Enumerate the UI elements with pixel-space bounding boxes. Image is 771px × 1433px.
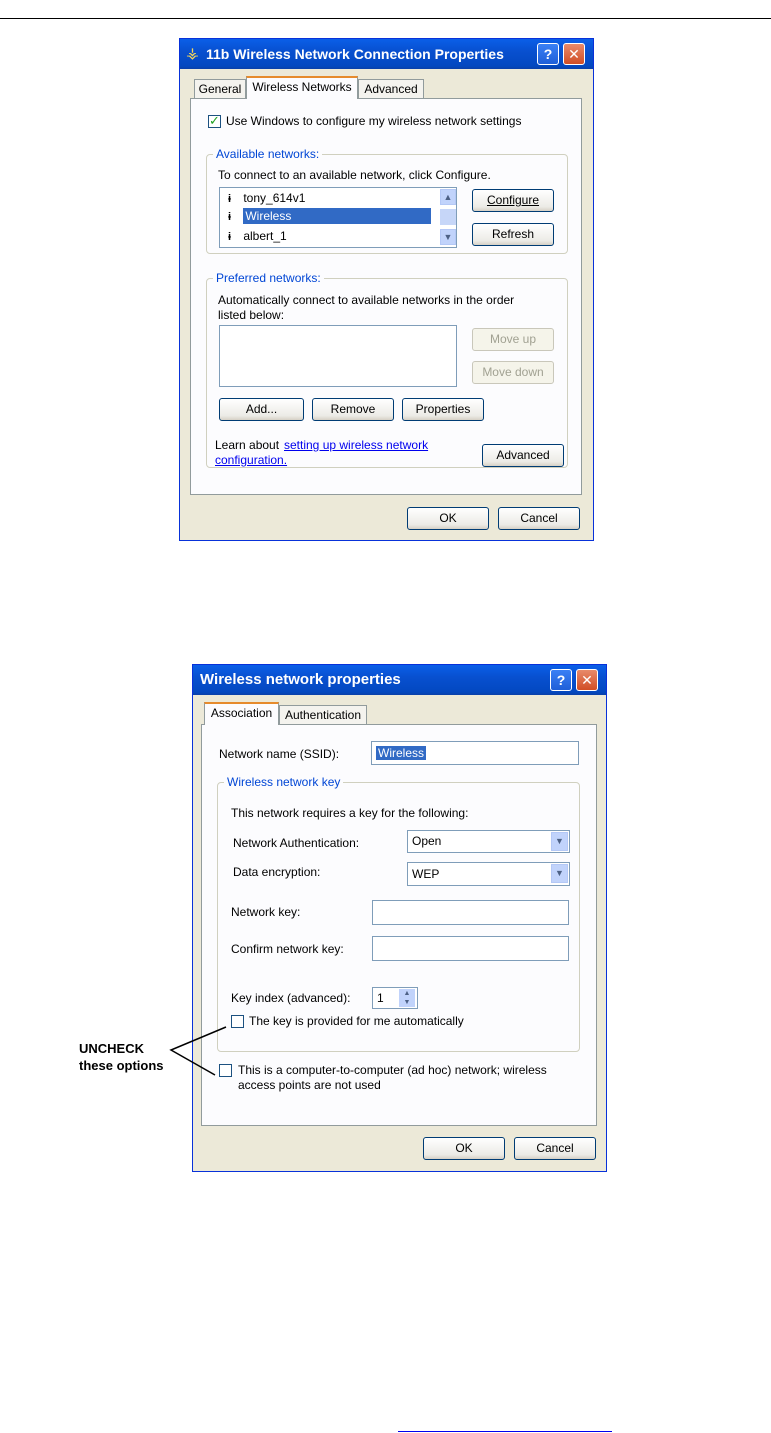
- remove-button[interactable]: Remove: [312, 398, 394, 421]
- ok-button[interactable]: OK: [407, 507, 489, 530]
- annotation-line2: these options: [79, 1058, 164, 1073]
- use-windows-label[interactable]: Use Windows to configure my wireless network settings: [226, 114, 522, 128]
- refresh-button[interactable]: Refresh: [472, 223, 554, 246]
- adhoc-label-line2[interactable]: access points are not used: [238, 1078, 381, 1092]
- key-index-label: Key index (advanced):: [231, 991, 351, 1005]
- chevron-down-icon[interactable]: ▼: [551, 832, 568, 851]
- key-requirement-text: This network requires a key for the following:: [231, 806, 469, 820]
- preferred-instruction: Automatically connect to available networks in the order listed below:: [218, 293, 515, 322]
- annotation-line1: UNCHECK: [79, 1041, 144, 1056]
- configuration-link[interactable]: configuration.: [215, 453, 288, 467]
- bottom-link-underline[interactable]: [398, 1431, 612, 1432]
- help-button[interactable]: ?: [550, 669, 572, 691]
- auth-value: Open: [412, 834, 442, 848]
- spin-down-button[interactable]: ▼: [399, 998, 415, 1007]
- antenna-icon: ɨ: [228, 211, 232, 223]
- move-down-button[interactable]: Move down: [472, 361, 554, 384]
- scroll-down-button[interactable]: ▼: [440, 229, 456, 245]
- wireless-connection-icon: ⚶: [186, 45, 199, 62]
- close-button[interactable]: ✕: [563, 43, 585, 65]
- auth-label: Network Authentication:: [233, 836, 360, 850]
- wireless-key-label: Wireless network key: [224, 775, 343, 789]
- tab-general[interactable]: General: [194, 79, 246, 99]
- dialog-title: Wireless network properties: [200, 671, 401, 688]
- spin-up-button[interactable]: ▲: [399, 989, 415, 998]
- help-button[interactable]: ?: [537, 43, 559, 65]
- confirm-key-label: Confirm network key:: [231, 942, 344, 956]
- tab-advanced[interactable]: Advanced: [358, 79, 424, 99]
- move-up-button[interactable]: Move up: [472, 328, 554, 351]
- available-networks-label: Available networks:: [213, 147, 322, 161]
- auto-key-label[interactable]: The key is provided for me automatically: [249, 1014, 464, 1028]
- network-key-label: Network key:: [231, 905, 301, 919]
- encryption-label: Data encryption:: [233, 865, 321, 879]
- chevron-down-icon[interactable]: ▼: [551, 864, 568, 883]
- configure-label: Configure: [486, 193, 540, 207]
- tab-authentication[interactable]: Authentication: [279, 705, 367, 725]
- encryption-value: WEP: [412, 867, 440, 881]
- add-button[interactable]: Add...: [219, 398, 304, 421]
- advanced-button[interactable]: Advanced: [482, 444, 564, 467]
- learn-about-text: Learn about: [215, 438, 280, 452]
- tab-wireless-networks[interactable]: Wireless Networks: [246, 76, 358, 99]
- key-index-value: 1: [377, 991, 384, 1005]
- ssid-label: Network name (SSID):: [219, 747, 340, 761]
- preferred-networks-label: Preferred networks:: [213, 271, 324, 285]
- tab-association[interactable]: Association: [204, 702, 279, 725]
- close-button[interactable]: ✕: [576, 669, 598, 691]
- dialog-title: 11b Wireless Network Connection Properties: [206, 46, 504, 62]
- network-name: albert_1: [243, 229, 287, 243]
- setup-wireless-link[interactable]: setting up wireless network: [284, 438, 429, 452]
- scroll-up-button[interactable]: ▲: [440, 189, 456, 205]
- antenna-icon: ɨ: [228, 193, 232, 205]
- network-name: tony_614v1: [243, 191, 306, 205]
- annotation-arrow: [171, 1027, 226, 1075]
- cancel-button[interactable]: Cancel: [498, 507, 580, 530]
- available-instruction: To connect to an available network, click Configure.: [218, 168, 491, 182]
- properties-button[interactable]: Properties: [402, 398, 484, 421]
- adhoc-label-line1[interactable]: This is a computer-to-computer (ad hoc) network; wireless: [238, 1063, 547, 1077]
- ok-button[interactable]: OK: [423, 1137, 505, 1160]
- antenna-icon: ɨ: [228, 231, 232, 243]
- cancel-button[interactable]: Cancel: [514, 1137, 596, 1160]
- ssid-value: Wireless: [378, 746, 425, 760]
- network-name: Wireless: [243, 208, 431, 224]
